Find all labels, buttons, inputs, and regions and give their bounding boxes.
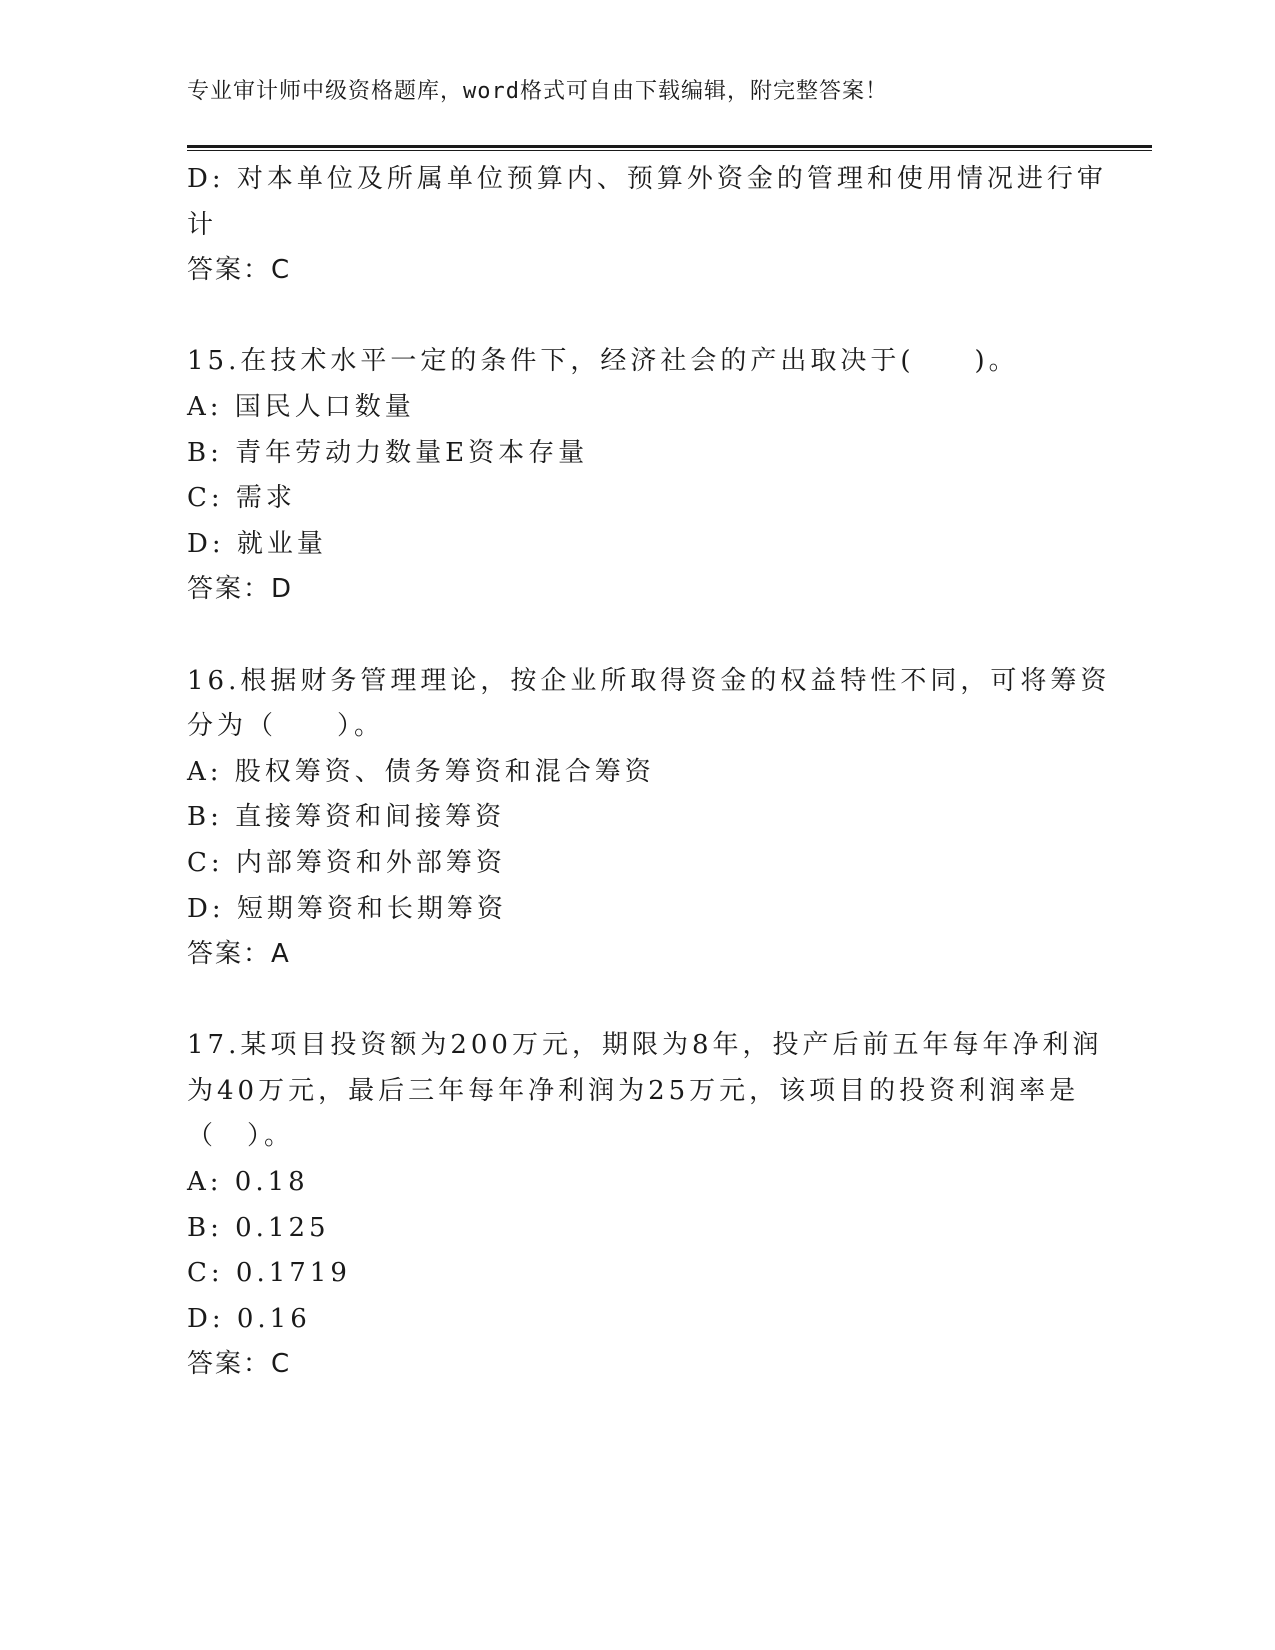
question-stem-continued: 分为（ ）。: [187, 711, 385, 742]
spacer: [187, 294, 1087, 340]
option-d: D: 0.16: [187, 1303, 311, 1334]
option-d: D: 就业量: [187, 528, 327, 559]
option-a: A: 0.18: [187, 1167, 309, 1198]
option-a: A: 国民人口数量: [187, 391, 415, 422]
option-c: C: 0.1719: [187, 1258, 351, 1289]
question-16: [187, 659, 1111, 978]
page-header: 专业审计师中级资格题库，word格式可自由下载编辑，附完整答案！: [187, 79, 888, 104]
answer-label: 答案：C: [187, 255, 292, 286]
question-stem: 17.某项目投资额为200万元，期限为8年，投产后前五年每年净利润: [187, 1030, 1103, 1061]
option-d-continued: 计: [187, 209, 218, 240]
header-divider-thin: [187, 150, 1152, 151]
option-b: B: 青年劳动力数量E资本存量: [187, 437, 589, 468]
header-divider-thick: [187, 145, 1152, 148]
question-14-tail: [187, 157, 1107, 294]
spacer: [187, 613, 1087, 659]
answer-label: 答案：C: [187, 1349, 292, 1380]
answer-label: 答案：D: [187, 574, 294, 605]
question-stem: 15.在技术水平一定的条件下，经济社会的产出取决于( )。: [187, 346, 1019, 377]
answer-label: 答案：A: [187, 939, 291, 970]
option-d: D: 对本单位及所属单位预算内、预算外资金的管理和使用情况进行审: [187, 164, 1107, 194]
spacer: [187, 978, 1087, 1024]
option-b: B: 0.125: [187, 1212, 330, 1243]
question-stem-continued: 为40万元，最后三年每年净利润为25万元，该项目的投资利润率是: [187, 1075, 1080, 1106]
question-stem: 16.根据财务管理理论，按企业所取得资金的权益特性不同，可将筹资: [187, 665, 1111, 696]
option-c: C: 需求: [187, 483, 296, 514]
option-d: D: 短期筹资和长期筹资: [187, 893, 507, 924]
option-b: B: 直接筹资和间接筹资: [187, 802, 506, 833]
question-17: [187, 1023, 1103, 1388]
option-a: A: 股权筹资、债务筹资和混合筹资: [187, 756, 655, 787]
question-content: [187, 157, 1111, 1388]
option-c: C: 内部筹资和外部筹资: [187, 847, 506, 878]
question-stem-continued: （ ）。: [187, 1121, 295, 1152]
question-15: [187, 339, 1087, 613]
